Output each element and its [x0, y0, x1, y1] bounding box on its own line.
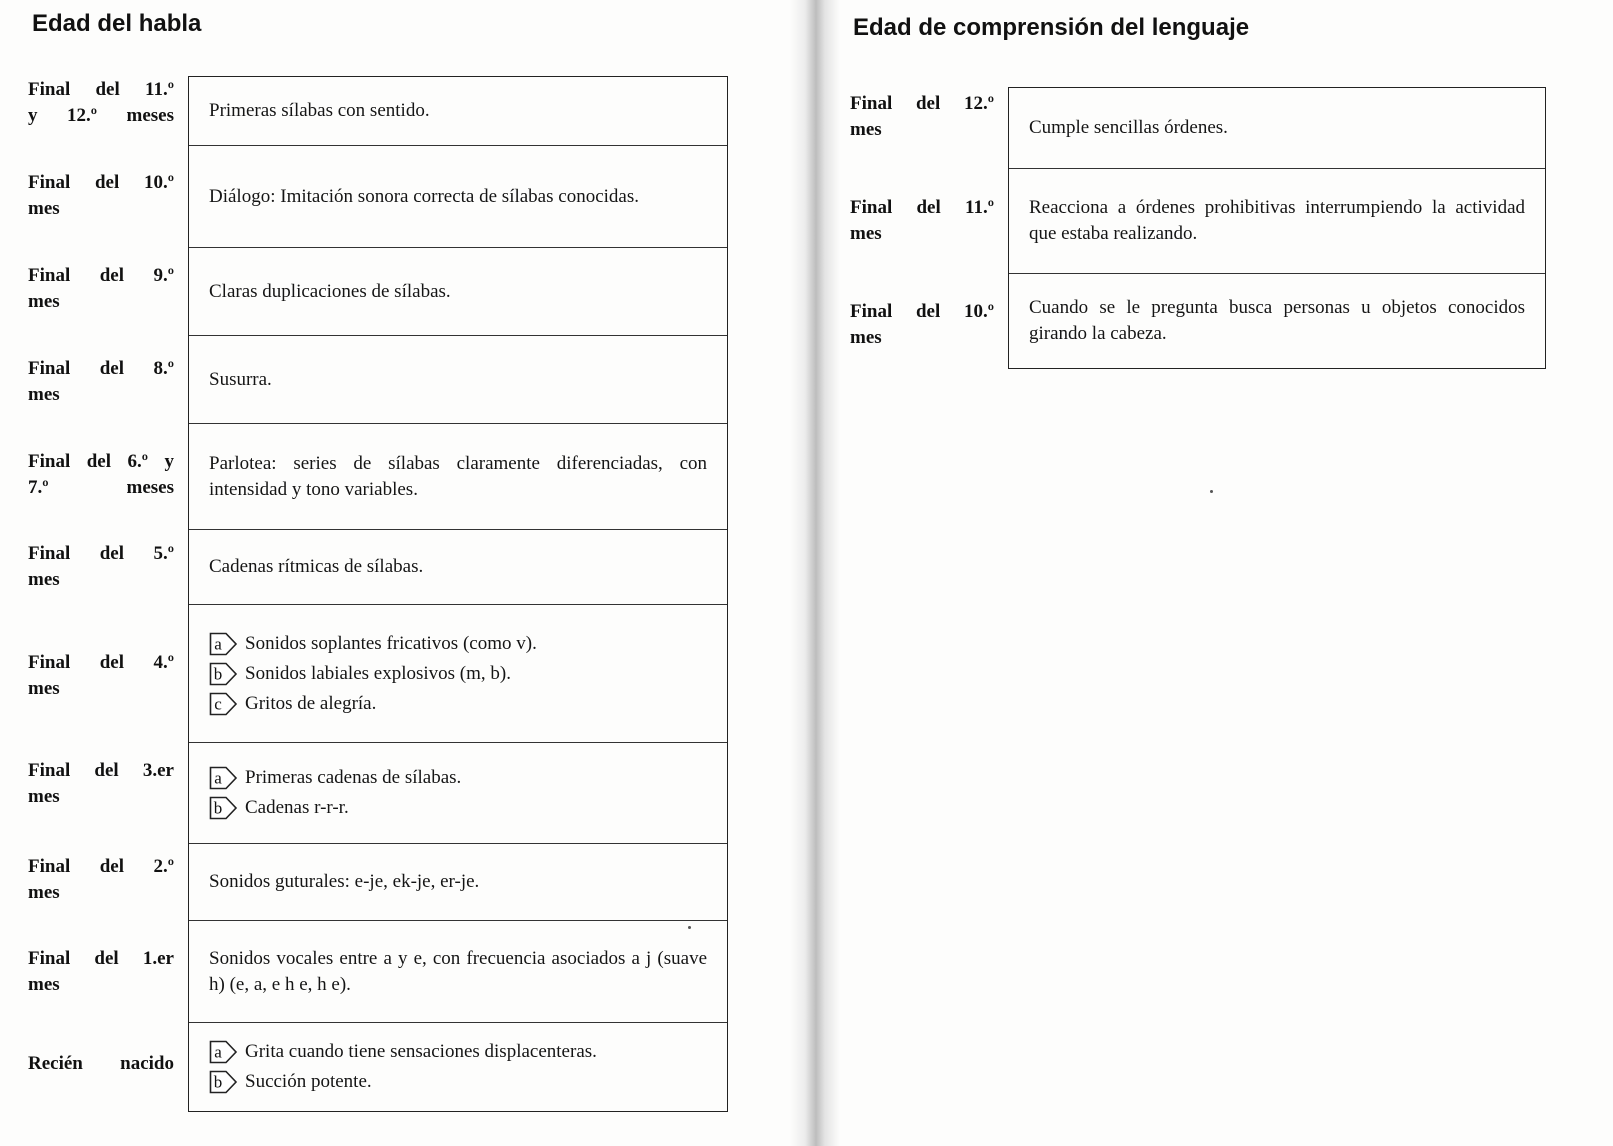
milestone-item-text: Sonidos soplantes fricativos (como v). — [245, 632, 537, 654]
age-label-line: Recién nacido — [28, 1053, 174, 1074]
comprehension-milestones-table — [1008, 87, 1546, 369]
milestone-row — [189, 605, 727, 743]
age-label-line: Final del 8.º — [28, 358, 174, 379]
age-label-line: Final del 10.º — [850, 301, 994, 322]
milestone-description: Sonidos guturales: e-je, ek-je, er-je. — [209, 871, 480, 892]
arrow-marker-icon — [209, 1040, 239, 1064]
page-gutter — [790, 0, 840, 1146]
age-label-line: Final del 1.er — [28, 948, 174, 969]
milestone-row — [1009, 274, 1545, 368]
age-label-line: mes — [850, 327, 882, 348]
speech-age-heading: Edad del habla — [32, 10, 202, 37]
age-label — [28, 449, 174, 501]
age-label-line: Final del 6.º y — [28, 451, 174, 472]
svg-text:b: b — [213, 798, 223, 818]
age-label-line: mes — [28, 569, 60, 590]
arrow-marker-icon — [209, 766, 239, 790]
milestone-description: Claras duplicaciones de sílabas. — [209, 280, 451, 302]
age-label-line: mes — [28, 384, 60, 405]
milestone-item — [209, 659, 707, 689]
age-label — [850, 299, 994, 351]
age-label-line: Final del 12.º — [850, 93, 994, 114]
age-label — [28, 263, 174, 315]
milestone-item — [209, 689, 707, 719]
milestone-item-text: Succión potente. — [245, 1071, 372, 1092]
milestone-description: Susurra. — [209, 368, 272, 390]
comprehension-age-heading: Edad de comprensión del lenguaje — [853, 14, 1250, 41]
age-label-line: Final del 11.º — [850, 197, 994, 218]
speck — [688, 926, 691, 929]
svg-text:b: b — [213, 1072, 223, 1092]
age-label-line: mes — [28, 974, 60, 995]
age-label-line: mes — [28, 291, 60, 312]
milestone-row — [189, 77, 727, 146]
age-label-line: Final del 10.º — [28, 172, 174, 193]
arrow-marker-icon — [209, 632, 239, 656]
age-label-line: 7.º meses — [28, 477, 174, 498]
age-label-line: Final del 5.º — [28, 543, 174, 564]
milestone-row — [189, 844, 727, 921]
age-label — [850, 91, 994, 143]
age-label — [28, 854, 174, 906]
milestone-item-text: Primeras cadenas de sílabas. — [245, 767, 462, 788]
age-label-line: mes — [28, 678, 60, 699]
milestone-description: Cadenas rítmicas de sílabas. — [209, 556, 424, 577]
age-label — [850, 195, 994, 247]
milestone-description: Reacciona a órdenes prohibitivas interrumpiendo la actividad que estaba realizando. — [1029, 197, 1525, 244]
milestone-item — [209, 629, 707, 659]
age-label — [28, 650, 174, 702]
milestone-row — [189, 921, 727, 1023]
age-label-line: mes — [28, 882, 60, 903]
milestone-item-text: Cadenas r-r-r. — [245, 797, 349, 818]
svg-text:c: c — [214, 694, 222, 713]
age-label — [28, 758, 174, 810]
age-label-line: y 12.º meses — [28, 105, 174, 126]
milestone-item — [209, 793, 707, 823]
svg-text:a: a — [214, 1042, 222, 1062]
age-label-line: Final del 3.er — [28, 760, 174, 781]
age-label-line: mes — [850, 119, 882, 140]
milestone-description: Cuando se le pregunta busca personas u objetos conocidos girando la cabeza. — [1029, 297, 1525, 344]
milestone-row — [189, 146, 727, 248]
milestone-item-text: Grita cuando tiene sensaciones displacenteras. — [245, 1041, 597, 1062]
milestone-item — [209, 1067, 707, 1097]
age-label-line: mes — [28, 198, 60, 219]
milestone-row — [189, 530, 727, 605]
svg-text:a: a — [214, 768, 222, 788]
milestone-item-text: Sonidos labiales explosivos (m, b). — [245, 662, 511, 684]
milestone-row — [189, 743, 727, 844]
milestone-description: Diálogo: Imitación sonora correcta de sílabas conocidas. — [209, 185, 639, 207]
milestone-description: Cumple sencillas órdenes. — [1029, 117, 1228, 138]
age-label-line: mes — [28, 786, 60, 807]
milestone-row — [189, 336, 727, 424]
svg-text:b: b — [213, 664, 223, 683]
age-label-line: Final del 11.º — [28, 79, 174, 100]
milestone-item-text: Gritos de alegría. — [245, 692, 377, 714]
age-label-line: Final del 4.º — [28, 652, 174, 673]
milestone-item — [209, 763, 707, 793]
milestone-row — [189, 1023, 727, 1111]
age-label — [28, 1051, 174, 1077]
arrow-marker-icon — [209, 692, 239, 716]
milestone-row — [1009, 169, 1545, 274]
milestone-description: Parlotea: series de sílabas claramente diferenciadas, con intensidad y tono variables. — [209, 452, 707, 500]
milestone-description: Primeras sílabas con sentido. — [209, 100, 430, 121]
milestone-row — [189, 424, 727, 530]
arrow-marker-icon — [209, 662, 239, 686]
age-label-line: Final del 2.º — [28, 856, 174, 877]
milestone-row — [1009, 88, 1545, 169]
age-label-line: mes — [850, 223, 882, 244]
age-label-line: Final del 9.º — [28, 265, 174, 286]
age-label — [28, 77, 174, 129]
age-label — [28, 356, 174, 408]
age-label — [28, 946, 174, 998]
milestone-row — [189, 248, 727, 336]
speech-milestones-table — [188, 76, 728, 1112]
milestone-item — [209, 1037, 707, 1067]
arrow-marker-icon — [209, 1070, 239, 1094]
age-label — [28, 541, 174, 593]
svg-text:a: a — [214, 634, 222, 653]
milestone-description: Sonidos vocales entre a y e, con frecuencia asociados a j (suave h) (e, a, e h e, h e). — [209, 947, 707, 995]
age-label — [28, 170, 174, 222]
arrow-marker-icon — [209, 796, 239, 820]
speck — [1210, 490, 1213, 493]
